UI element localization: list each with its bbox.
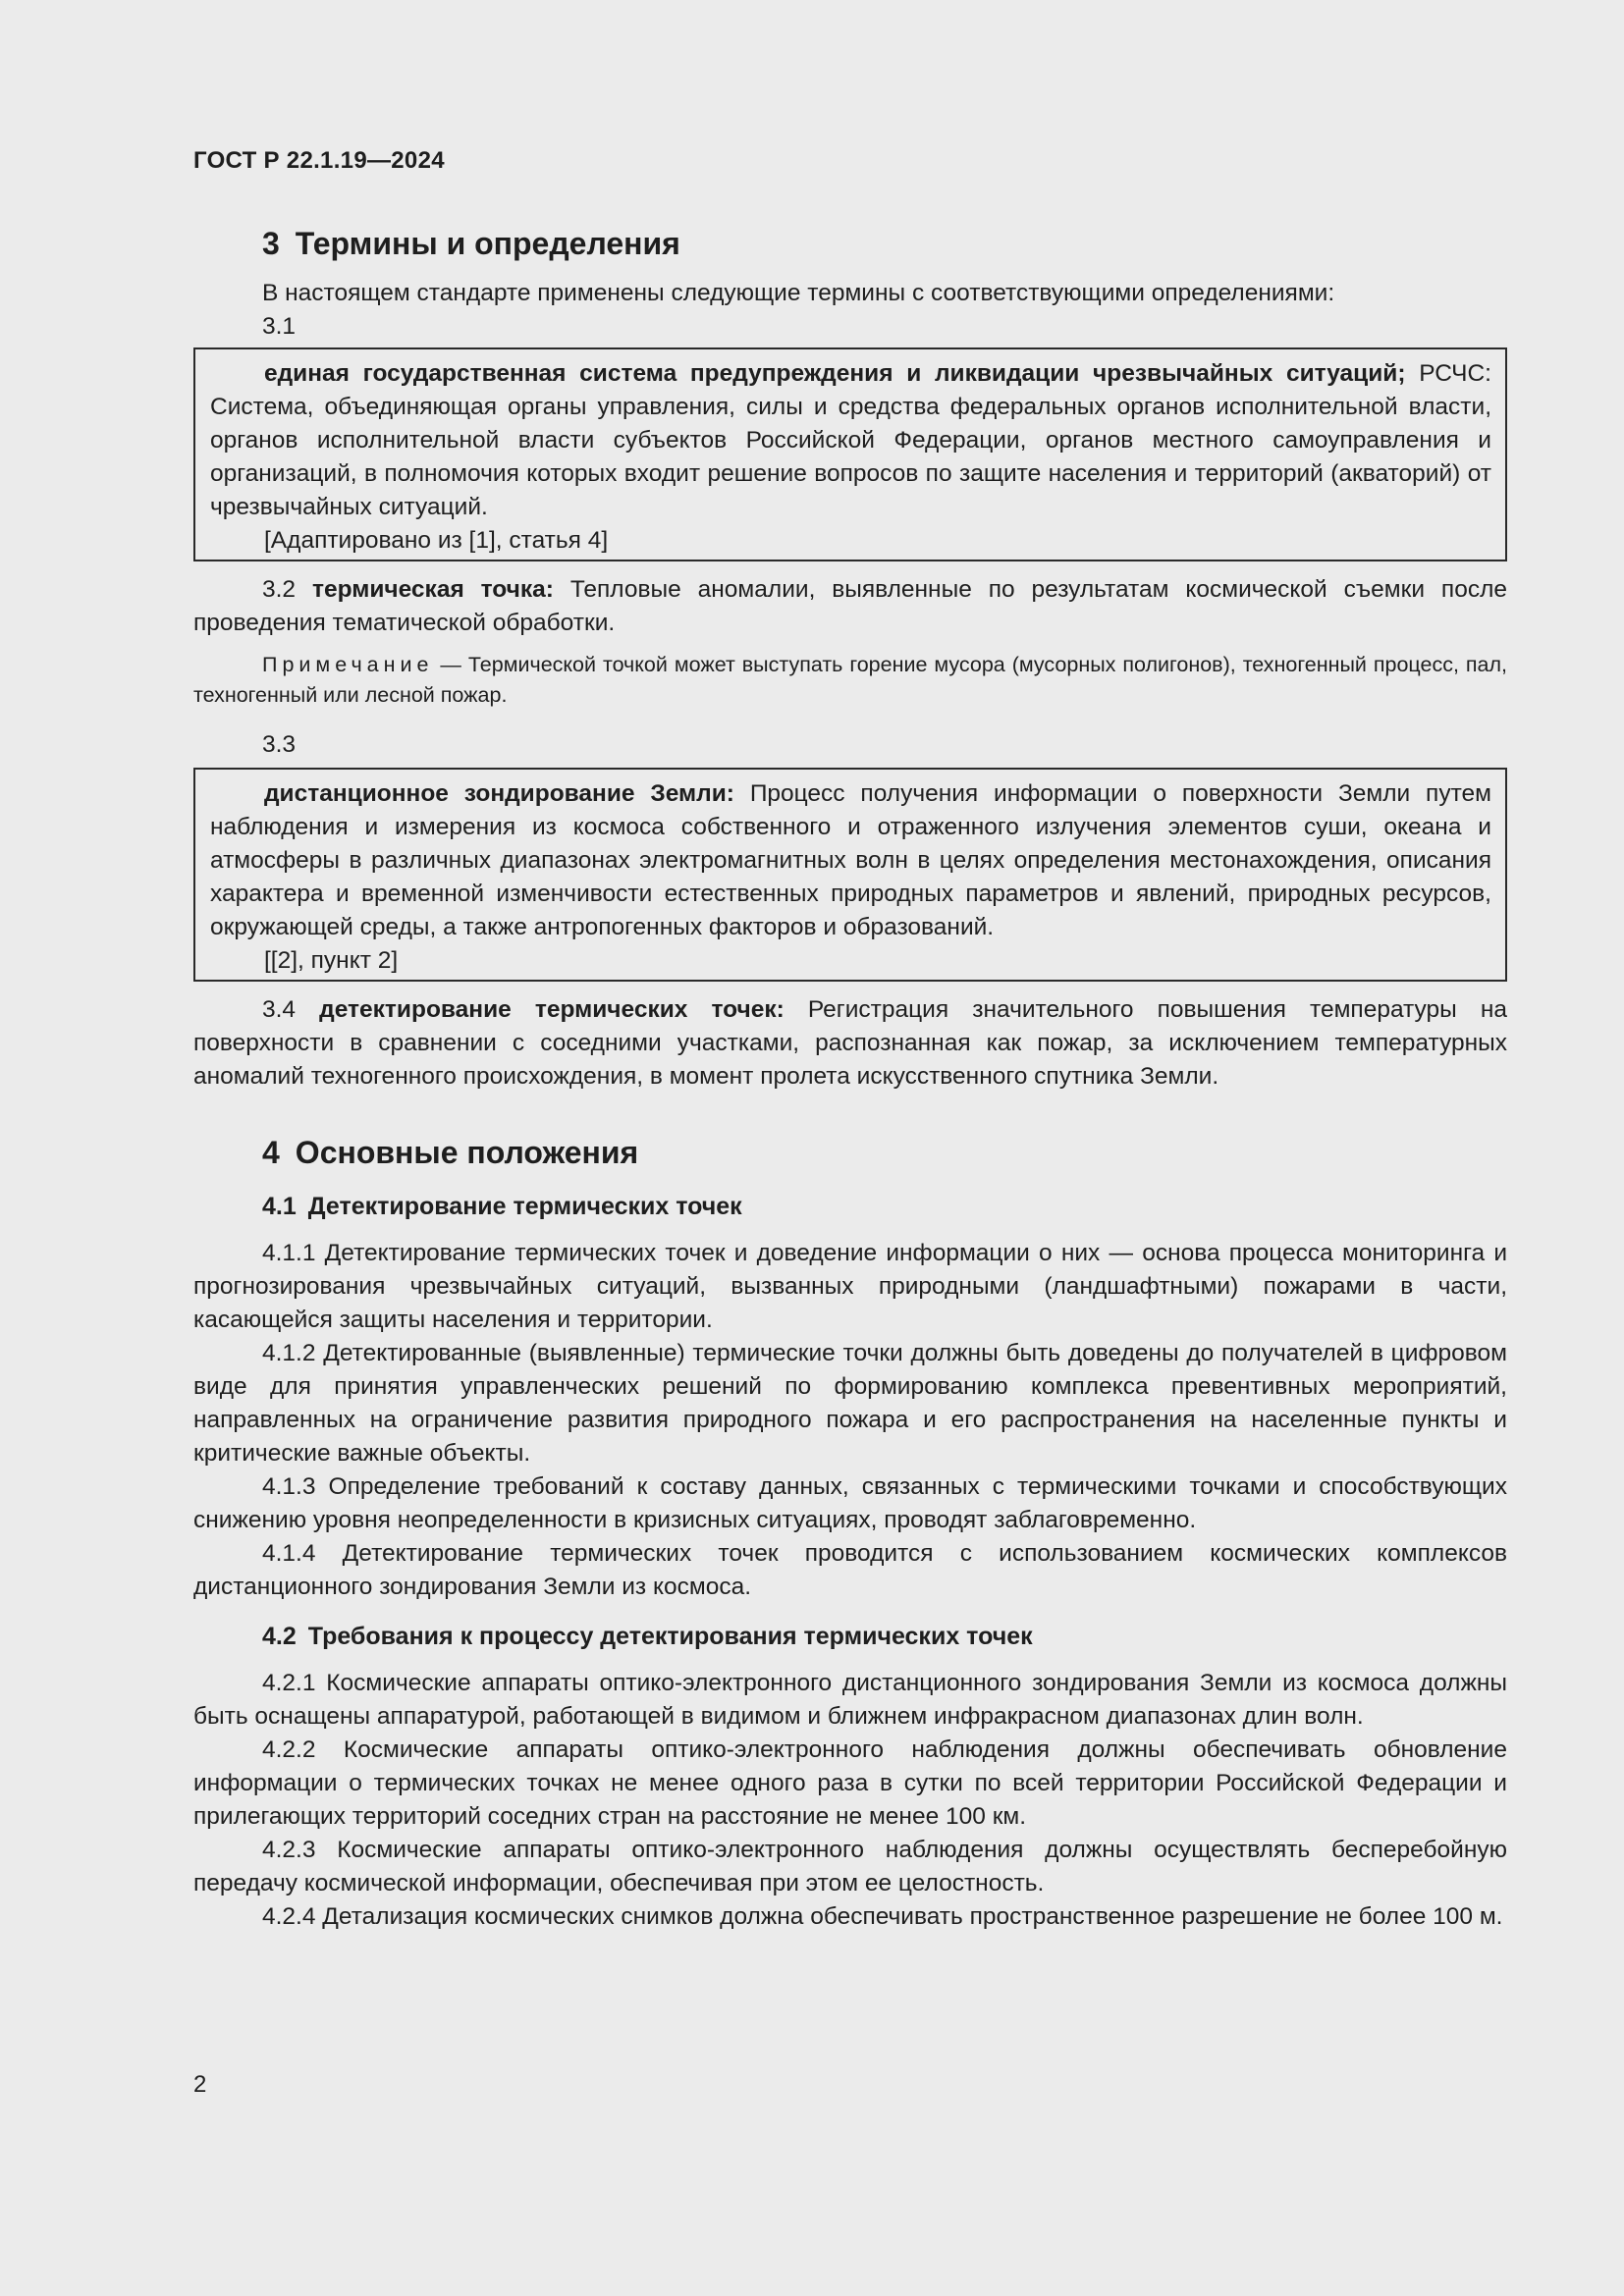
subsection-4-1-title: Детектирование термических точек bbox=[307, 1193, 742, 1220]
page-content bbox=[193, 224, 1507, 1934]
term-3-4 bbox=[193, 993, 1507, 1094]
paragraph-4-2-1: 4.2.1 Космические аппараты оптико-электронного дистанционного зондирования Земли из космоса должны быть оснащены аппаратурой, работающей в видимом и ближнем инфракрасном диапазонах длин волн. bbox=[193, 1670, 1507, 1730]
page-number: 2 bbox=[193, 2071, 207, 2098]
note-label: Примечание bbox=[262, 653, 434, 676]
term-3-1-term: единая государственная система предупреждения и ликвидации чрезвычайных ситуаций; bbox=[264, 360, 1406, 387]
note-text: — Термической точкой может выступать горение мусора (мусорных полигонов), техногенный процесс, пал, техногенный или лесной пожар. bbox=[193, 653, 1507, 707]
subsection-4-1-heading bbox=[262, 1190, 1507, 1223]
section-3-title: Термины и определения bbox=[295, 226, 680, 261]
section-4-heading bbox=[262, 1133, 1507, 1172]
term-3-2-number: 3.2 bbox=[262, 576, 297, 603]
term-3-1-number: 3.1 bbox=[262, 313, 297, 340]
term-3-4-text: Регистрация значительного повышения температуры на поверхности в сравнении с соседними участками, распознанная как пожар, за исключением температурных аномалий техногенного происхождения, в момент пролета искусственного спутника Земли. bbox=[193, 996, 1507, 1090]
term-3-2 bbox=[193, 573, 1507, 640]
term-3-3-term: дистанционное зондирование Земли: bbox=[264, 780, 734, 807]
paragraph-4-1-3: 4.1.3 Определение требований к составу данных, связанных с термическими точками и способствующих снижению уровня неопределенности в кризисных ситуациях, проводят заблаговременно. bbox=[193, 1473, 1507, 1533]
term-3-3-text: Процесс получения информации о поверхности Земли путем наблюдения и измерения из космоса собственного и отраженного излучения элементов суши, океана и атмосферы в различных диапазонах электромагнитных волн в целях определения местонахождения, описания характера и временной изменчивости естественных природных параметров и явлений, природных ресурсов, окружающей среды, а также антропогенных факторов и образований. bbox=[210, 780, 1491, 940]
paragraph-4-1-2: 4.1.2 Детектированные (выявленные) термические точки должны быть доведены до получателей в цифровом виде для принятия управленческих решений по формированию комплекса превентивных мероприятий, направленных на ограничение развития природного пожара и его распространения на населенные пункты и критические важные объекты. bbox=[193, 1340, 1507, 1467]
section-3-heading bbox=[262, 224, 1507, 263]
paragraph-4-2-4: 4.2.4 Детализация космических снимков должна обеспечивать пространственное разрешение не более 100 м. bbox=[262, 1903, 1503, 1930]
section-4-title: Основные положения bbox=[295, 1135, 639, 1170]
subsection-4-2-number: 4.2 bbox=[262, 1623, 297, 1650]
paragraph-4-2-3: 4.2.3 Космические аппараты оптико-электронного наблюдения должны осуществлять бесперебойную передачу космической информации, обеспечивая при этом ее целостность. bbox=[193, 1837, 1507, 1896]
paragraph-4-1-1: 4.1.1 Детектирование термических точек и доведение информации о них — основа процесса мониторинга и прогнозирования чрезвычайных ситуаций, вызванных природными (ландшафтными) пожарами в части, касающейся защиты населения и территории. bbox=[193, 1240, 1507, 1333]
paragraph-4-1-4: 4.1.4 Детектирование термических точек проводится с использованием космических комплексов дистанционного зондирования Земли из космоса. bbox=[193, 1540, 1507, 1600]
term-3-2-term: термическая точка: bbox=[311, 576, 554, 603]
document-header: ГОСТ Р 22.1.19—2024 bbox=[193, 147, 445, 174]
term-3-2-text: Тепловые аномалии, выявленные по результатам космической съемки после проведения тематической обработки. bbox=[193, 576, 1507, 636]
note-3-2 bbox=[193, 650, 1507, 711]
subsection-4-2-heading bbox=[262, 1620, 1507, 1653]
paragraph-4-2-2: 4.2.2 Космические аппараты оптико-электронного наблюдения должны обеспечивать обновление информации о термических точках не менее одного раза в сутки по всей территории Российской Федерации и прилегающих территорий соседних стран на расстояние не менее 100 км. bbox=[193, 1736, 1507, 1830]
section-3-number: 3 bbox=[262, 226, 280, 261]
term-3-1-source: [Адаптировано из [1], статья 4] bbox=[264, 527, 609, 554]
term-3-3-number: 3.3 bbox=[262, 731, 297, 758]
term-3-1-definition bbox=[210, 357, 1491, 524]
section-4-number: 4 bbox=[262, 1135, 280, 1170]
term-3-3-source: [[2], пункт 2] bbox=[264, 947, 399, 974]
term-3-3-box bbox=[193, 768, 1507, 982]
section-3-intro: В настоящем стандарте применены следующие термины с соответствующими определениями: bbox=[262, 280, 1335, 306]
subsection-4-1-number: 4.1 bbox=[262, 1193, 297, 1220]
term-3-3-definition bbox=[210, 777, 1491, 944]
term-3-4-term: детектирование термических точек: bbox=[319, 996, 785, 1023]
term-3-4-number: 3.4 bbox=[262, 996, 297, 1023]
term-3-1-text: РСЧС: Система, объединяющая органы управления, силы и средства федеральных органов исполнительной власти, органов исполнительной власти субъектов Российской Федерации, органов местного самоуправления и организаций, в полномочия которых входит решение вопросов по защите населения и территорий (акваторий) от чрезвычайных ситуаций. bbox=[210, 360, 1491, 520]
subsection-4-2-title: Требования к процессу детектирования термических точек bbox=[307, 1623, 1033, 1650]
term-3-1-box bbox=[193, 347, 1507, 561]
